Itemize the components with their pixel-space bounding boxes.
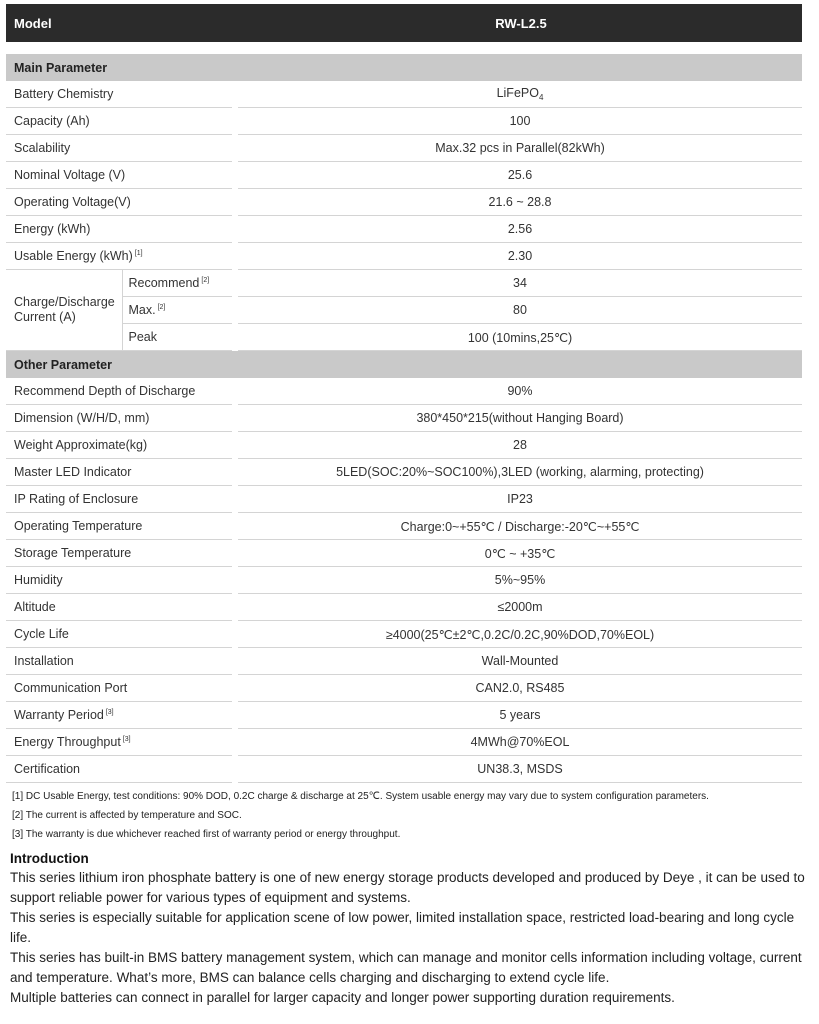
footnote: [3] The warranty is due whichever reached first of warranty period or energy throughput. — [12, 829, 401, 840]
table-row — [6, 162, 802, 189]
param-value — [235, 675, 802, 702]
param-value — [235, 189, 802, 216]
param-label-text: Storage Temperature — [14, 546, 132, 560]
table-row — [6, 513, 802, 540]
introduction — [10, 850, 810, 1008]
param-value-text: 0℃ ~ +35℃ — [484, 546, 556, 561]
param-value-text: ≤2000m — [497, 600, 543, 614]
param-label — [6, 81, 235, 108]
introduction-paragraph: This series lithium iron phosphate battery is one of new energy storage products developed and produced by Deye , it can be used to support reliable power for various types of equipment and systems. — [10, 870, 805, 905]
table-row — [6, 567, 802, 594]
param-label — [6, 108, 235, 135]
param-value-text: Max.32 pcs in Parallel(82kWh) — [435, 141, 605, 155]
param-value — [235, 540, 802, 567]
param-value — [235, 135, 802, 162]
introduction-title: Introduction — [10, 851, 89, 866]
footnote-ref: [2] — [157, 304, 166, 311]
param-label-text: Master LED Indicator — [14, 465, 132, 479]
param-label-text: Scalability — [14, 141, 71, 155]
model-value: RW-L2.5 — [495, 15, 547, 31]
table-row — [6, 243, 802, 270]
footnote: [1] DC Usable Energy, test conditions: 90% DOD, 0.2C charge & discharge at 25℃. System usable energy may vary due to system configuration parameters. — [12, 791, 709, 802]
param-label-text: Energy Throughput — [14, 735, 121, 749]
param-label-text: Altitude — [14, 600, 56, 614]
param-label — [122, 270, 235, 297]
footnote-ref: [1] — [134, 250, 143, 257]
param-value-text: 28 — [513, 438, 527, 452]
param-label-text: Peak — [128, 330, 157, 344]
param-label — [6, 486, 235, 513]
param-label-text: Energy (kWh) — [14, 222, 91, 236]
table-row — [6, 675, 802, 702]
main-parameter-heading: Main Parameter — [6, 54, 802, 81]
table-row — [6, 81, 802, 108]
param-value-text: 5%~95% — [494, 573, 546, 587]
table-row — [6, 405, 802, 432]
param-value — [235, 648, 802, 675]
param-value-text: 90% — [507, 384, 533, 398]
param-value — [235, 162, 802, 189]
param-label — [6, 594, 235, 621]
table-row — [6, 378, 802, 405]
param-value — [235, 729, 802, 756]
param-label — [6, 162, 235, 189]
param-value-text: UN38.3, MSDS — [477, 762, 563, 776]
table-row — [6, 459, 802, 486]
param-value — [235, 81, 802, 108]
introduction-paragraph: Multiple batteries can connect in parallel for larger capacity and longer power supporting duration requirements. — [10, 990, 675, 1005]
param-label-text: Capacity (Ah) — [14, 114, 90, 128]
table-row — [6, 324, 802, 351]
param-value-text: 25.6 — [507, 168, 533, 182]
table-row — [6, 621, 802, 648]
param-label — [6, 756, 235, 783]
main-parameter-table — [6, 81, 802, 351]
table-row — [6, 135, 802, 162]
other-parameter-table — [6, 378, 802, 783]
param-label — [6, 405, 235, 432]
param-label — [6, 513, 235, 540]
param-value-text: LiFePO — [496, 86, 539, 100]
param-value — [235, 459, 802, 486]
param-value — [235, 621, 802, 648]
introduction-paragraph: This series is especially suitable for application scene of low power, limited installation space, restricted load-bearing and long cycle life. — [10, 910, 795, 945]
param-label-text: IP Rating of Enclosure — [14, 492, 139, 506]
model-label: Model — [14, 15, 52, 31]
param-value-text: CAN2.0, RS485 — [475, 681, 565, 695]
param-value-text: 100 — [509, 114, 531, 128]
param-label — [6, 135, 235, 162]
param-label — [6, 675, 235, 702]
param-value — [235, 513, 802, 540]
table-row — [6, 189, 802, 216]
param-label-text: Max. — [128, 303, 156, 317]
table-row — [6, 702, 802, 729]
footnotes — [12, 787, 709, 844]
param-label-text: Certification — [14, 762, 80, 776]
footnote: [2] The current is affected by temperature and SOC. — [12, 810, 242, 821]
param-value — [235, 567, 802, 594]
model-header — [6, 4, 802, 42]
param-value — [235, 108, 802, 135]
other-parameter-heading: Other Parameter — [6, 351, 802, 378]
table-row — [6, 270, 802, 297]
param-label-text: Usable Energy (kWh) — [14, 249, 133, 263]
param-label-text: Recommend — [128, 276, 200, 290]
param-label-text: Humidity — [14, 573, 63, 587]
param-value — [235, 594, 802, 621]
param-value-text: ≥4000(25℃±2℃,0.2C/0.2C,90%DOD,70%EOL) — [385, 627, 655, 642]
param-label — [6, 540, 235, 567]
table-row — [6, 648, 802, 675]
param-value — [235, 297, 802, 324]
param-value — [235, 702, 802, 729]
table-row — [6, 729, 802, 756]
table-row — [6, 432, 802, 459]
param-value-text: 2.30 — [507, 249, 533, 263]
param-label-text: Communication Port — [14, 681, 128, 695]
param-value — [235, 270, 802, 297]
param-value — [235, 324, 802, 351]
param-label — [6, 648, 235, 675]
param-value-text: 380*450*215(without Hanging Board) — [416, 411, 624, 425]
param-label — [122, 297, 235, 324]
param-value-text: 5 years — [499, 708, 541, 722]
footnote-ref: [2] — [201, 277, 210, 284]
param-label-text: Recommend Depth of Discharge — [14, 384, 196, 398]
param-value — [235, 243, 802, 270]
param-label-text: Weight Approximate(kg) — [14, 438, 148, 452]
param-label-text: Nominal Voltage (V) — [14, 168, 126, 182]
param-value-text: 4MWh@70%EOL — [470, 735, 570, 749]
param-label — [6, 216, 235, 243]
table-row — [6, 108, 802, 135]
param-value-text: Wall-Mounted — [481, 654, 559, 668]
param-value — [235, 756, 802, 783]
introduction-paragraph: This series has built-in BMS battery management system, which can manage and monitor cells information including voltage, current and temperature. What’s more, BMS can balance cells charging and discharging to extend cycle life. — [10, 950, 802, 985]
param-label — [6, 243, 235, 270]
table-row — [6, 756, 802, 783]
subscript: 4 — [538, 93, 544, 102]
param-value-text: 80 — [513, 303, 527, 317]
param-label — [6, 432, 235, 459]
param-value-text: 21.6 ~ 28.8 — [488, 195, 552, 209]
param-value-text: IP23 — [507, 492, 533, 506]
param-value — [235, 405, 802, 432]
param-label-text: Battery Chemistry — [14, 87, 114, 101]
footnote-ref: [3] — [122, 736, 131, 743]
param-label-text: Dimension (W/H/D, mm) — [14, 411, 150, 425]
table-row — [6, 540, 802, 567]
param-value-text: Charge:0~+55℃ / Discharge:-20℃~+55℃ — [400, 519, 640, 534]
param-label — [6, 189, 235, 216]
charge-discharge-current-label: Charge/Discharge Current (A) — [6, 270, 122, 351]
param-label — [6, 702, 235, 729]
param-label-text: Operating Temperature — [14, 519, 143, 533]
param-label — [122, 324, 235, 351]
spec-sheet — [6, 4, 802, 783]
param-value — [235, 486, 802, 513]
param-label — [6, 729, 235, 756]
param-label — [6, 459, 235, 486]
table-row — [6, 216, 802, 243]
table-row — [6, 297, 802, 324]
param-label-text: Warranty Period — [14, 708, 104, 722]
param-label — [6, 621, 235, 648]
table-row — [6, 594, 802, 621]
footnote-ref: [3] — [105, 709, 114, 716]
param-value-text: 100 (10mins,25℃) — [467, 330, 573, 345]
param-label-text: Installation — [14, 654, 74, 668]
param-value — [235, 378, 802, 405]
param-label-text: Cycle Life — [14, 627, 69, 641]
param-value — [235, 216, 802, 243]
param-value-text: 5LED(SOC:20%~SOC100%),3LED (working, alarming, protecting) — [336, 465, 704, 479]
param-value-text: 34 — [513, 276, 527, 290]
param-label — [6, 567, 235, 594]
param-value-text: 2.56 — [507, 222, 533, 236]
table-row — [6, 486, 802, 513]
param-value — [235, 432, 802, 459]
param-label — [6, 378, 235, 405]
param-label-text: Operating Voltage(V) — [14, 195, 131, 209]
